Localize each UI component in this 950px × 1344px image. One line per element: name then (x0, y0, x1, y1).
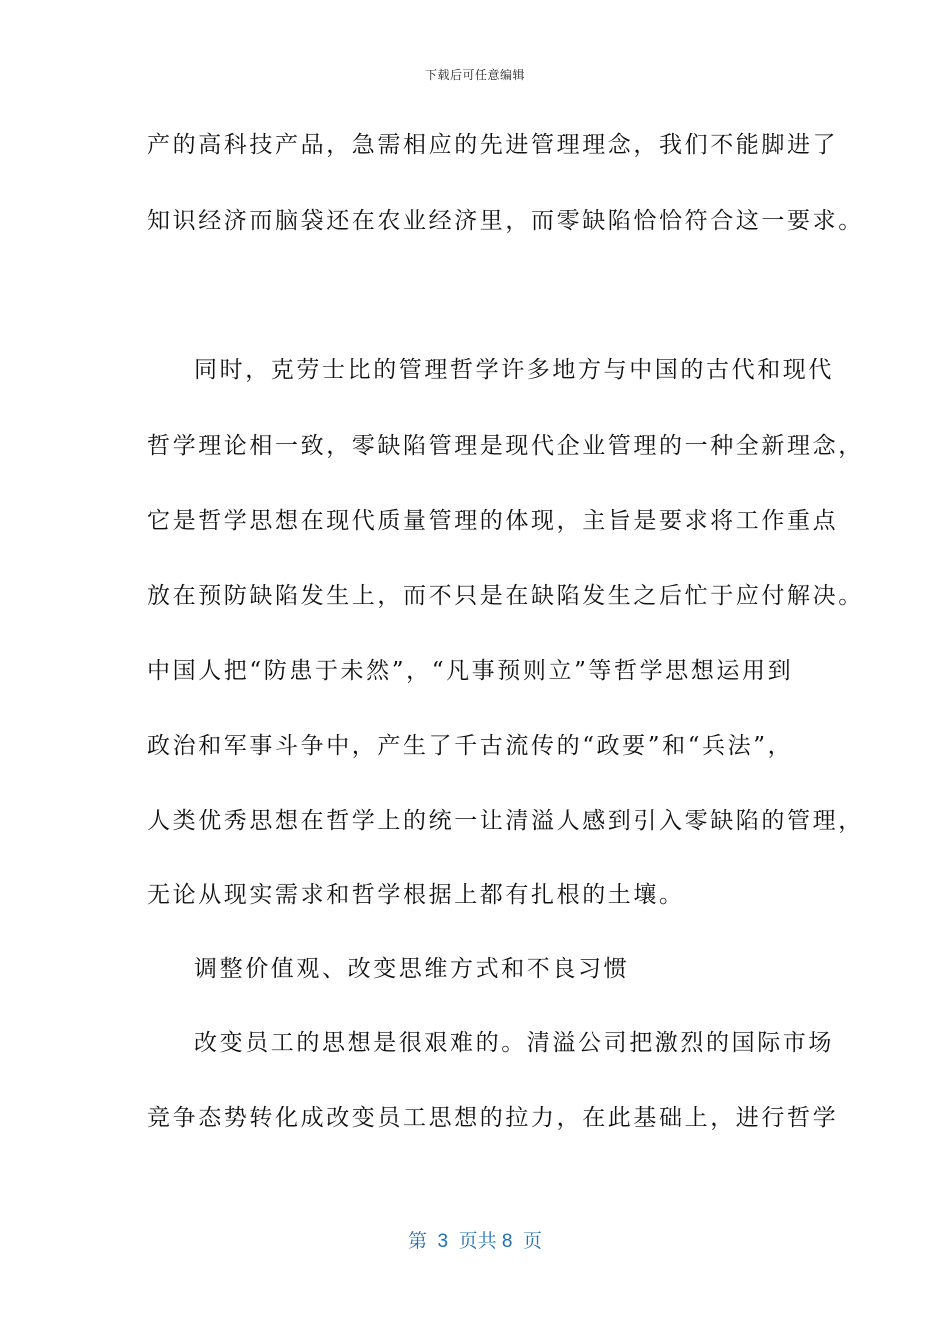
body-line: 无论从现实需求和哲学根据上都有扎根的土壤。 (147, 882, 685, 908)
body-line: 知识经济而脑袋还在农业经济里，而零缺陷恰恰符合这一要求。 (147, 208, 864, 234)
body-line: 改变员工的思想是很艰难的。清溢公司把激烈的国际市场 (194, 1030, 834, 1056)
body-line: 政治和军事斗争中，产生了千古流传的“政要”和“兵法”， (147, 733, 794, 759)
body-line: 竞争态势转化成改变员工思想的拉力，在此基础上，进行哲学 (147, 1105, 839, 1131)
body-line: 哲学理论相一致，零缺陷管理是现代企业管理的一种全新理念， (147, 433, 864, 459)
section-heading: 调整价值观、改变思维方式和不良习惯 (194, 956, 630, 982)
body-line: 放在预防缺陷发生上，而不只是在缺陷发生之后忙于应付解决。 (147, 583, 864, 609)
body-line: 产的高科技产品，急需相应的先进管理理念，我们不能脚进了 (147, 132, 839, 158)
body-line: 中国人把“防患于未然”，“凡事预则立”等哲学思想运用到 (147, 658, 794, 684)
body-line: 它是哲学思想在现代质量管理的体现，主旨是要求将工作重点 (147, 508, 839, 534)
page-number: 第 3 页共 8 页 (407, 1231, 543, 1252)
body-line: 人类优秀思想在哲学上的统一让清溢人感到引入零缺陷的管理， (147, 808, 864, 834)
page-header: 下载后可任意编辑 (424, 68, 525, 82)
body-line: 同时，克劳士比的管理哲学许多地方与中国的古代和现代 (194, 357, 834, 383)
